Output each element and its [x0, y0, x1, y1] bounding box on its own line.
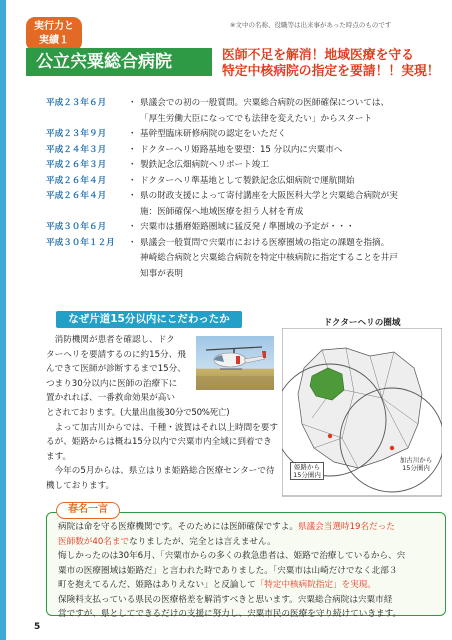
- body-paragraph-2: よって加古川からでは、千種・波賀はそれ以上時間を要するが、姫路からは概ね15分以内で宍粟市内全域に到着できます。: [46, 422, 278, 462]
- helicopter-photo: [196, 336, 274, 390]
- timeline-date: 平成２６年３月: [46, 160, 107, 170]
- timeline-bullet: ・: [128, 222, 137, 232]
- opinion-text-segment: 営ですが、県としてできるだけの支援に努力し、宍粟市民の医療を守り続けていきます。: [58, 609, 402, 619]
- timeline-row: [46, 189, 446, 220]
- timeline-bullet: ・: [128, 98, 137, 108]
- opinion-text-segment: なりましたが、完全とは言えません。: [129, 536, 276, 547]
- helicopter-icon: [196, 336, 274, 390]
- label-himeji-range: 姫路から 15分圏内: [290, 462, 324, 480]
- timeline-line: ドクターヘリ姫路基地を要望：15 分以内に宍粟市へ: [140, 144, 343, 155]
- timeline-date: 平成３０年１２月: [46, 237, 115, 248]
- page-title: 公立宍粟総合病院: [26, 48, 212, 76]
- timeline-date: 平成２６年４月: [46, 175, 107, 186]
- left-accent-bar: [0, 0, 6, 640]
- body-line: んできて医師が診断するまで15分、: [46, 364, 186, 375]
- opinion-highlight: 県議会当選時19名だった: [297, 522, 395, 532]
- body-paragraph-1-tail: とされております。(大量出血後30分で50%死亡): [46, 407, 230, 418]
- opinion-text-segment: 粟市の医療圏域は姫路だ」と言われた時でありました。「宍粟市は山崎だけでなく北部３: [58, 565, 398, 576]
- timeline-date: 平成２６年４月: [46, 191, 107, 201]
- timeline-line: 宍粟市は播磨姫路圏域に猛反発 / 準圏域の予定が・・・: [140, 222, 355, 232]
- timeline-row: [46, 174, 446, 190]
- timeline-line: 県の財政支援によって寄付講座を大阪医科大学と宍粟総合病院が実: [140, 191, 398, 201]
- disclaimer-note: ※文中の名称、役職等は出来事があった時点のものです: [230, 21, 392, 29]
- label-kakogawa-range: 加古川から 15分圏内: [399, 456, 433, 472]
- body-line: 置かれれば、一番救命効果が高い: [46, 393, 175, 404]
- opinion-line: [58, 593, 444, 608]
- body-line: つまり30分以内に医師の治療下に: [46, 378, 178, 389]
- timeline-row: [46, 127, 446, 143]
- timeline-text: [140, 96, 446, 127]
- timeline-text: [140, 127, 446, 143]
- timeline-text: [140, 143, 446, 159]
- timeline-line: 県議会での初の一般質問。宍粟総合病院の医師確保については、: [140, 98, 390, 108]
- timeline-row: [46, 236, 446, 283]
- timeline-row: [46, 220, 446, 236]
- body-line: 消防機関が患者を確認し、ドク: [54, 335, 175, 345]
- timeline-text: [140, 158, 446, 174]
- opinion-line: [58, 535, 444, 550]
- opinion-text-segment: 病院は命を守る医療機関です。そのためには医師確保ですよ。: [58, 522, 298, 532]
- timeline-date: 平成２３年６月: [46, 98, 107, 108]
- timeline-date: 平成２４年３月: [46, 144, 107, 155]
- opinion-label: 春名一言: [56, 502, 120, 519]
- section-subheading: なぜ片道15分以内にこだわったか: [56, 311, 242, 328]
- timeline-line: 製鉄記念広畑病院ヘリポート竣工: [140, 160, 269, 170]
- map-title: ドクターヘリの圏域: [323, 318, 401, 328]
- opinion-line: [58, 520, 444, 535]
- timeline-row: [46, 158, 446, 174]
- timeline-date: 平成３０年６月: [46, 222, 107, 232]
- headline: [222, 48, 448, 80]
- body-paragraph-3: 今年の5月からは、県立はりま姫路総合医療センターで待機しております。: [46, 466, 275, 491]
- timeline-date: 平成２３年９月: [46, 129, 107, 139]
- timeline-bullet: ・: [128, 160, 137, 170]
- opinion-text: [58, 520, 444, 622]
- opinion-text-segment: 悔しかったのは30年6月、「宍粟市からの多くの救急患者は、姫路で治療しているから、宍: [58, 551, 406, 561]
- timeline-line: 知事が表明: [140, 268, 183, 279]
- opinion-highlight: 医師数が40名まで: [58, 536, 130, 547]
- headline-line2: 特定中核病院の指定を要請！！実現！: [222, 64, 440, 79]
- achievement-badge: [26, 17, 82, 51]
- page-number: 5: [34, 622, 41, 632]
- timeline-bullet: ・: [128, 175, 137, 186]
- timeline-text: [140, 174, 446, 190]
- timeline-line: ドクターヘリ準基地として製鉄記念広畑病院で運航開始: [140, 175, 355, 186]
- timeline-line: 神崎総合病院と宍粟総合病院を特定中核病院に指定することを井戸: [140, 253, 398, 263]
- opinion-line: [58, 564, 444, 579]
- body-line: ターヘリを要請するのに約15分、飛: [46, 349, 186, 360]
- body-paragraph-1: [46, 333, 192, 406]
- timeline-bullet: ・: [128, 191, 137, 201]
- timeline-row: [46, 143, 446, 159]
- timeline-bullet: ・: [128, 144, 137, 155]
- headline-line1: 医師不足を解消！地域医療を守る: [222, 48, 414, 63]
- opinion-line: [58, 607, 444, 622]
- opinion-text-segment: 町を抱えてるんだ、姫路はありえない」と反論して: [58, 580, 256, 590]
- badge-line2: 実績１: [39, 35, 69, 46]
- timeline: [46, 96, 446, 282]
- timeline-row: [46, 96, 446, 127]
- doctor-heli-coverage-map: [282, 316, 442, 496]
- timeline-text: [140, 236, 446, 283]
- opinion-highlight: 「特定中核病院指定」を実現。: [255, 580, 376, 590]
- opinion-line: [58, 578, 444, 593]
- timeline-text: [140, 189, 446, 220]
- timeline-line: 施：医師確保へ地域医療を担う人材を育成: [140, 206, 304, 217]
- timeline-bullet: ・: [128, 237, 137, 248]
- timeline-text: [140, 220, 446, 236]
- timeline-line: 基幹型臨床研修病院の認定をいただく: [140, 129, 287, 139]
- timeline-line: 「厚生労働大臣になってでも法律を変えたい」からスタート: [140, 113, 373, 124]
- opinion-text-segment: 保険料支払っている県民の医療格差を解消すべきと思います。宍粟総合病院は宍粟市経: [58, 594, 393, 605]
- timeline-line: 県議会一般質問で宍粟市における医療圏域の指定の課題を指摘。: [140, 237, 390, 248]
- badge-line1: 実行力と: [34, 21, 74, 32]
- opinion-line: [58, 549, 444, 564]
- timeline-bullet: ・: [128, 129, 137, 139]
